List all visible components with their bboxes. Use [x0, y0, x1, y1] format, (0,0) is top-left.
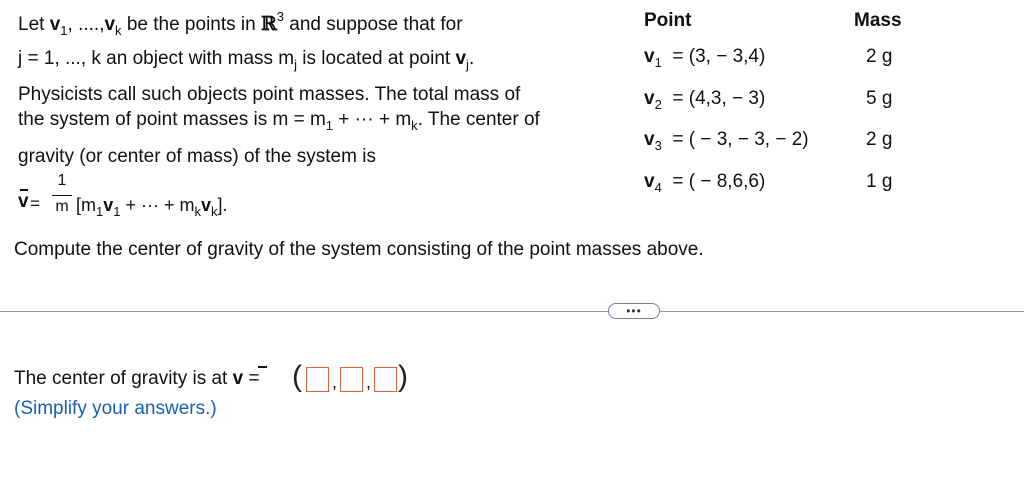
fraction-numerator: 1 [57, 172, 67, 189]
instruction-text: Compute the center of gravity of the system consisting of the point masses above. [14, 239, 704, 260]
problem-line-3: Physicists call such objects point masses. The total mass of [18, 84, 521, 105]
table-row-1-mass: 2 g [866, 46, 893, 67]
answer-comma-1: , [332, 372, 338, 392]
simplify-hint: (Simplify your answers.) [14, 398, 217, 419]
table-row-1-point: $v_1 = (3$, − 3,4) [644, 46, 766, 70]
answer-y-input[interactable] [340, 367, 363, 392]
answer-comma-2: , [366, 372, 372, 392]
table-row-3-mass: 2 g [866, 129, 893, 150]
table-row-3-point: $v_3$ = ( − 3, − 3, − 2) [644, 129, 809, 153]
ellipsis-icon: ••• [626, 304, 642, 318]
section-divider [0, 311, 1024, 312]
table-row-2-point: $v_2 = (4,3$, − 3) [644, 88, 766, 112]
close-paren: ) [398, 360, 408, 393]
open-paren: ( [292, 360, 302, 393]
problem-line-2: j = 1, ..., k an object with mass $m_j$ is located at point $v_j$. [18, 48, 475, 72]
v-bar-answer: v [232, 368, 244, 389]
table-row-4-point: $v_4$ = ( − 8,6,6) [644, 171, 766, 195]
table-row-4-mass: 1 g [866, 171, 893, 192]
answer-z-input[interactable] [374, 367, 397, 392]
problem-line-4: the system of point masses is $m = m_1$ + ··· + $m_k$. The center of [18, 109, 540, 133]
problem-line-5: gravity (or center of mass) of the system is [18, 146, 376, 167]
expand-more-button[interactable] [608, 303, 660, 319]
fraction-denominator: m [55, 198, 69, 215]
header-point: Point [644, 10, 692, 31]
answer-x-input[interactable] [306, 367, 329, 392]
answer-prompt: The center of gravity is at v = [14, 368, 260, 389]
v-bar: v [18, 191, 29, 212]
problem-line-1: Let $v_1$, $....,v_k$ be the points in ℝ$^3$ and suppose that for [18, 9, 463, 38]
table-row-2-mass: 5 g [866, 88, 893, 109]
header-mass: Mass [854, 10, 902, 31]
real-numbers-symbol: ℝ [260, 13, 277, 35]
